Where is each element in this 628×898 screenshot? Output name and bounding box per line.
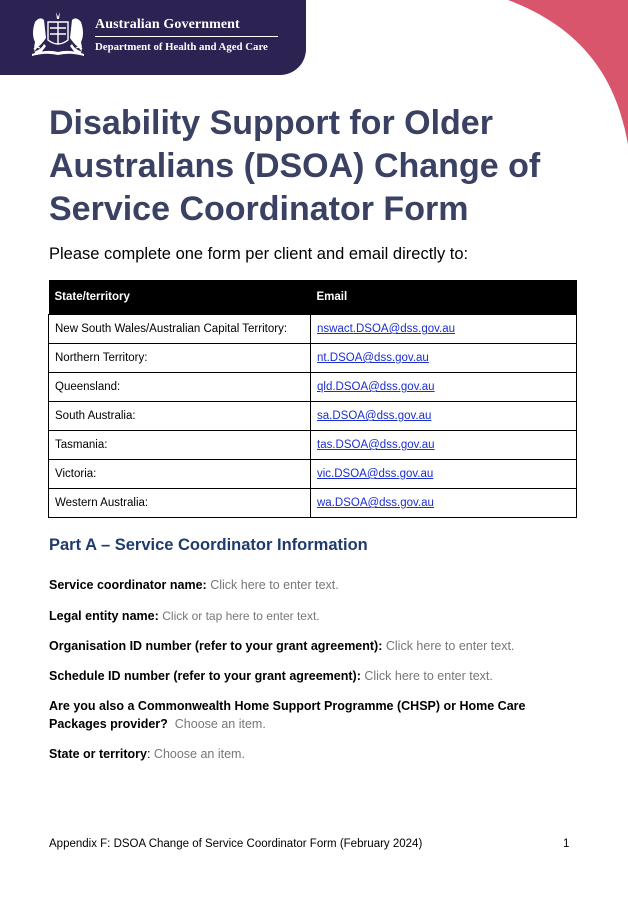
state-cell: New South Wales/Australian Capital Territory: (49, 315, 311, 344)
chsp-field (49, 697, 579, 733)
organisation-id-input[interactable]: Click here to enter text. (385, 639, 515, 653)
state-dropdown[interactable]: Choose an item. (153, 747, 245, 761)
part-a-heading: Part A – Service Coordinator Information (49, 536, 368, 554)
state-cell: Queensland: (49, 373, 311, 402)
intro-text: Please complete one form per client and email directly to: (49, 245, 469, 263)
schedule-id-label: Schedule ID number (refer to your grant agreement): (49, 669, 361, 683)
state-label: State or territory (49, 747, 147, 761)
email-cell (311, 373, 577, 402)
email-link-qld[interactable]: qld.DSOA@dss.gov.au (317, 381, 435, 393)
schedule-id-input[interactable]: Click here to enter text. (364, 669, 493, 683)
chsp-label-line-1: Are you also a Commonwealth Home Support Programme (CHSP) or Home Care (49, 699, 526, 713)
page-title (49, 102, 569, 231)
column-header-email: Email (311, 280, 577, 315)
column-header-state: State/territory (49, 280, 311, 315)
email-cell (311, 402, 577, 431)
table-row (49, 460, 577, 489)
title-line-2: Australians (DSOA) Change of (49, 147, 541, 185)
department-name: Department of Health and Aged Care (95, 41, 268, 53)
title-line-1: Disability Support for Older (49, 104, 493, 142)
state-field (49, 745, 579, 763)
government-header (0, 0, 306, 75)
state-cell: Western Australia: (49, 489, 311, 518)
schedule-id-field (49, 667, 579, 685)
contacts-table (48, 280, 577, 518)
coordinator-name-input[interactable]: Click here to enter text. (210, 578, 339, 592)
state-label-colon: : (146, 747, 151, 761)
state-cell: Victoria: (49, 460, 311, 489)
email-link-tas[interactable]: tas.DSOA@dss.gov.au (317, 439, 435, 451)
table-row (49, 431, 577, 460)
email-cell (311, 344, 577, 373)
email-link-wa[interactable]: wa.DSOA@dss.gov.au (317, 497, 434, 509)
table-row (49, 402, 577, 431)
organisation-id-field (49, 637, 579, 655)
email-link-nt[interactable]: nt.DSOA@dss.gov.au (317, 352, 429, 364)
organisation-id-label: Organisation ID number (refer to your grant agreement): (49, 639, 383, 653)
email-cell (311, 460, 577, 489)
government-name: Australian Government (95, 17, 240, 32)
table-row (49, 315, 577, 344)
footer-text: Appendix F: DSOA Change of Service Coordinator Form (February 2024) (49, 838, 423, 850)
email-link-vic[interactable]: vic.DSOA@dss.gov.au (317, 468, 434, 480)
state-cell: Tasmania: (49, 431, 311, 460)
legal-entity-field (49, 607, 579, 625)
email-link-sa[interactable]: sa.DSOA@dss.gov.au (317, 410, 432, 422)
email-cell (311, 315, 577, 344)
page-number: 1 (563, 838, 570, 850)
coat-of-arms-icon (26, 8, 90, 60)
chsp-label-line-2: Packages provider? (49, 717, 168, 731)
table-row (49, 489, 577, 518)
email-link-nswact[interactable]: nswact.DSOA@dss.gov.au (317, 323, 456, 335)
coordinator-name-label: Service coordinator name: (49, 578, 207, 592)
email-cell (311, 489, 577, 518)
state-cell: South Australia: (49, 402, 311, 431)
state-cell: Northern Territory: (49, 344, 311, 373)
email-cell (311, 431, 577, 460)
table-header-row (49, 280, 577, 315)
title-line-3: Service Coordinator Form (49, 190, 469, 228)
coordinator-name-field (49, 576, 579, 594)
table-row (49, 373, 577, 402)
table-row (49, 344, 577, 373)
header-divider (95, 36, 278, 37)
chsp-dropdown[interactable]: Choose an item. (174, 717, 266, 731)
legal-entity-label: Legal entity name: (49, 609, 159, 623)
legal-entity-input[interactable]: Click or tap here to enter text. (162, 609, 320, 623)
